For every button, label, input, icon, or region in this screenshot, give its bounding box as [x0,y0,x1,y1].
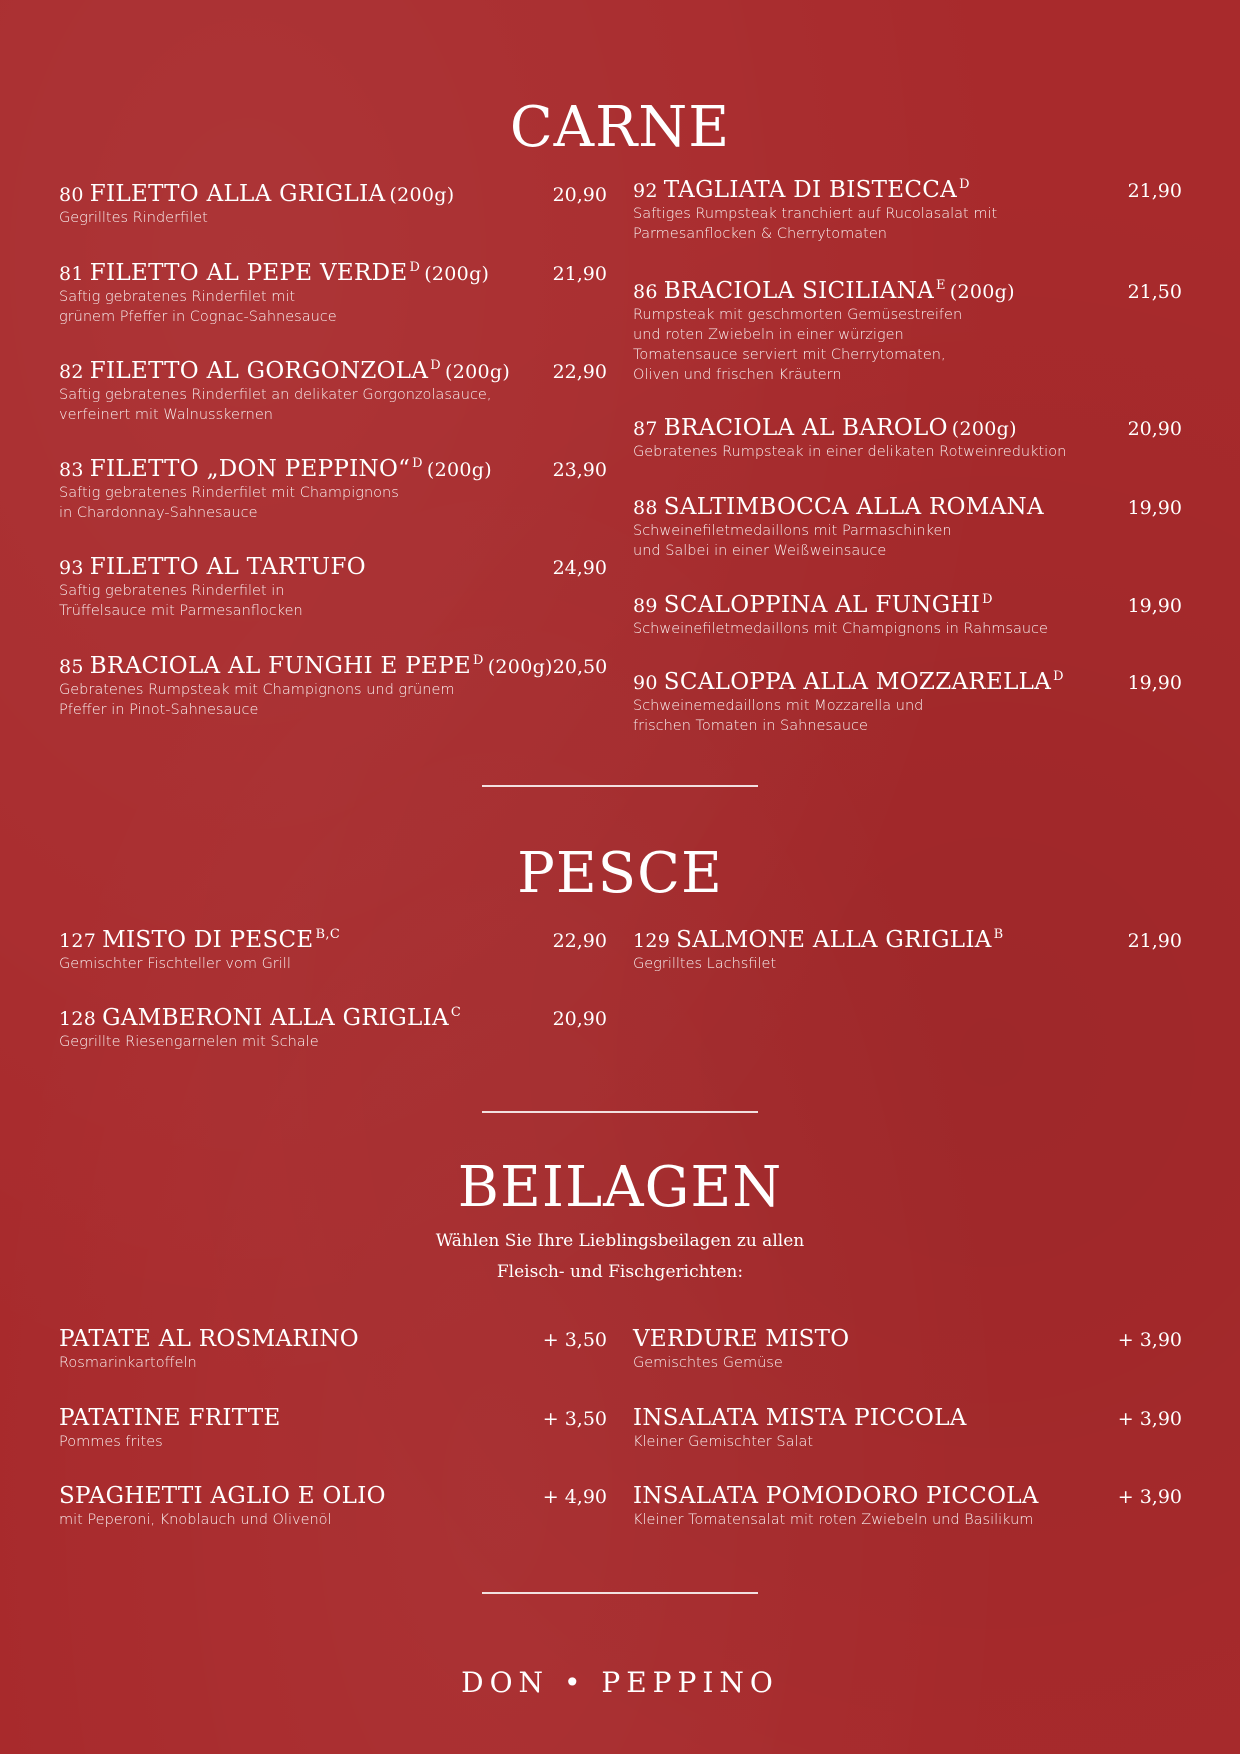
menu-item-price: 20,90 [552,1008,607,1030]
menu-item-name: INSALATA MISTA PICCOLA [633,1405,967,1431]
menu-item-price: 19,90 [1127,672,1182,694]
menu-item-title [59,1326,359,1352]
menu-item-description: mit Peperoni, Knoblauch und Olivenöl [59,1512,332,1528]
menu-item-description: Saftig gebratenes Rinderfilet mit grünem Pfeffer in Cognac-Sahnesauce [59,289,337,325]
menu-item-title [59,1483,386,1509]
menu-item-description: Rumpsteak mit geschmorten Gemüsestreifen und roten Zwiebeln in einer würzigen Tomatensauce serviert mit Cherrytomaten, Oliven und frischen Kräutern [633,307,963,383]
menu-item-title [59,1005,461,1031]
menu-item-number: 127 [59,930,97,952]
section-title-pesce: PESCE [517,841,723,906]
menu-item-title [59,260,489,286]
allergen-code: D [430,358,442,374]
menu-item [633,415,1182,462]
menu-item-price: + 3,90 [1117,1408,1182,1430]
menu-item-description: Gegrilltes Rinderfilet [59,210,208,226]
menu-item-title [633,278,1015,304]
menu-item-price: + 3,90 [1117,1329,1182,1351]
allergen-code: C [450,1005,462,1021]
menu-item-price: + 3,50 [542,1408,607,1430]
menu-item-name: FILETTO AL GORGONZOLA [89,358,429,384]
menu-item [59,358,607,425]
divider-3 [482,1592,758,1594]
menu-item [59,927,607,974]
menu-item-description: Gebratenes Rumpsteak mit Champignons und grünem Pfeffer in Pinot-Sahnesauce [59,682,455,718]
menu-item-description: Rosmarinkartoffeln [59,1355,197,1371]
menu-item-price: + 3,90 [1117,1486,1182,1508]
menu-item-name: SCALOPPA ALLA MOZZARELLA [663,669,1052,695]
menu-item-description: Gebratenes Rumpsteak in einer delikaten Rotweinreduktion [633,444,1067,460]
menu-item-title [59,927,340,953]
menu-item-name: SALMONE ALLA GRIGLIA [676,927,992,953]
allergen-code: D [1053,669,1064,685]
menu-item-description: Gemischtes Gemüse [633,1355,783,1371]
menu-item-price: 20,90 [1127,418,1182,440]
allergen-code: D [982,592,993,608]
menu-item-number: 81 [59,263,84,285]
menu-item-weight: (200g) [445,361,511,383]
menu-item-price: 22,90 [552,361,607,383]
menu-item [59,653,607,720]
menu-item [633,278,1182,385]
menu-item [633,927,1182,974]
menu-item-title [633,1326,849,1352]
menu-item-price: 21,90 [1127,180,1182,202]
menu-item-name: MISTO DI PESCE [102,927,314,953]
menu-item-name: SALTIMBOCCA ALLA ROMANA [663,494,1044,520]
menu-item-name: BRACIOLA AL BAROLO [663,415,948,441]
menu-item-number: 89 [633,595,658,617]
menu-item-weight: (200g) [949,281,1015,303]
section-title-beilagen: BEILAGEN [457,1155,783,1220]
menu-item [59,260,607,327]
menu-item-title [633,1483,1039,1509]
allergen-code: B [993,927,1004,943]
menu-item-weight: (200g) [951,418,1017,440]
menu-item-name: VERDURE MISTO [633,1326,850,1352]
menu-item-title [633,415,1017,441]
menu-item-price: + 3,50 [542,1329,607,1351]
menu-item-weight: (200g) [487,656,553,678]
allergen-code: D [472,653,484,669]
menu-item-description: Gemischter Fischteller vom Grill [59,956,291,972]
menu-item-title [59,1405,281,1431]
brand-logo: DON • PEPPINO [461,1666,779,1699]
menu-item-price: 19,90 [1127,497,1182,519]
menu-item-name: FILETTO AL PEPE VERDE [89,260,408,286]
menu-item-title [59,653,553,679]
menu-item-number: 93 [59,557,84,579]
menu-item [633,494,1182,561]
menu-item [59,554,607,621]
menu-item-description: Pommes frites [59,1434,163,1450]
menu-item-number: 88 [633,497,658,519]
menu-item-name: FILETTO „DON PEPPINO“ [89,456,411,482]
menu-item-description: Kleiner Gemischter Salat [633,1434,814,1450]
menu-item-number: 83 [59,459,84,481]
menu-item [59,456,607,523]
menu-item-name: PATATINE FRITTE [59,1405,281,1431]
beilagen-intro: Wählen Sie Ihre Lieblingsbeilagen zu allen Fleisch- und Fischgerichten: [435,1231,805,1282]
divider-1 [482,785,758,787]
divider-2 [482,1111,758,1113]
menu-item-number: 128 [59,1008,97,1030]
menu-item-weight: (200g) [426,459,492,481]
menu-item-name: PATATE AL ROSMARINO [59,1326,359,1352]
menu-item-price: 21,50 [1127,281,1182,303]
menu-item-description: Saftig gebratenes Rinderfilet mit Champignons in Chardonnay-Sahnesauce [59,485,399,521]
menu-item-number: 90 [633,672,658,694]
menu-item-name: BRACIOLA AL FUNGHI E PEPE [89,653,471,679]
menu-item-number: 92 [633,180,658,202]
menu-item [59,1483,607,1530]
menu-item-name: GAMBERONI ALLA GRIGLIA [102,1005,449,1031]
menu-item-number: 80 [59,184,84,206]
menu-item-description: Gegrillte Riesengarnelen mit Schale [59,1034,319,1050]
section-title-carne: CARNE [509,95,731,160]
menu-item-name: FILETTO ALLA GRIGLIA [89,181,386,207]
menu-item [59,181,607,228]
menu-item [633,1483,1182,1530]
menu-item-title [633,1405,967,1431]
menu-item-weight: (200g) [424,263,490,285]
menu-item-title [59,554,366,580]
menu-item-title [633,927,1004,953]
menu-item-price: 23,90 [552,459,607,481]
menu-item-title [633,669,1064,695]
menu-item-description: Schweinefiletmedaillons mit Champignons in Rahmsauce [633,621,1048,637]
menu-item-title [633,494,1044,520]
menu-item-title [59,456,492,482]
menu-item-description: Saftig gebratenes Rinderfilet in Trüffelsauce mit Parmesanflocken [59,583,303,619]
menu-item [59,1405,607,1452]
menu-item-price: 19,90 [1127,595,1182,617]
allergen-code: D [409,260,421,276]
menu-item-name: INSALATA POMODORO PICCOLA [633,1483,1039,1509]
menu-item-number: 86 [633,281,658,303]
menu-item [633,1326,1182,1373]
menu-item-number: 82 [59,361,84,383]
menu-item-price: 21,90 [1127,930,1182,952]
menu-item-number: 87 [633,418,658,440]
menu-item-name: TAGLIATA DI BISTECCA [663,177,958,203]
menu-item [633,177,1182,244]
allergen-code: E [935,278,946,294]
menu-item-title [633,592,993,618]
menu-item-description: Gegrilltes Lachsfilet [633,956,777,972]
allergen-code: B,C [315,927,341,943]
menu-item-name: FILETTO AL TARTUFO [89,554,366,580]
menu-item-description: Kleiner Tomatensalat mit roten Zwiebeln und Basilikum [633,1512,1034,1528]
menu-item-description: Saftiges Rumpsteak tranchiert auf Rucolasalat mit Parmesanflocken & Cherrytomaten [633,206,998,242]
menu-item-name: BRACIOLA SICILIANA [663,278,934,304]
menu-item-name: SCALOPPINA AL FUNGHI [663,592,981,618]
menu-item [633,592,1182,639]
menu-item-title [633,177,970,203]
menu-item-description: Saftig gebratenes Rinderfilet an delikater Gorgonzolasauce, verfeinert mit Walnusskernen [59,387,492,423]
menu-item-price: + 4,90 [542,1486,607,1508]
menu-item-price: 20,90 [552,184,607,206]
menu-item-price: 22,90 [552,930,607,952]
menu-item-name: SPAGHETTI AGLIO E OLIO [59,1483,386,1509]
menu-item-title [59,358,510,384]
menu-item-title [59,181,454,207]
menu-item-price: 20,50 [552,656,608,678]
menu-item-price: 21,90 [552,263,607,285]
menu-item-number: 85 [59,656,84,678]
allergen-code: D [412,456,423,472]
menu-item [633,1405,1182,1452]
menu-item-description: Schweinemedaillons mit Mozzarella und frischen Tomaten in Sahnesauce [633,698,924,734]
menu-item [59,1326,607,1373]
menu-item-price: 24,90 [552,557,607,579]
menu-item [633,669,1182,736]
menu-item-weight: (200g) [389,184,455,206]
menu-item-number: 129 [633,930,671,952]
menu-item [59,1005,607,1052]
allergen-code: D [959,177,970,193]
menu-item-description: Schweinefiletmedaillons mit Parmaschinken und Salbei in einer Weißweinsauce [633,523,952,559]
